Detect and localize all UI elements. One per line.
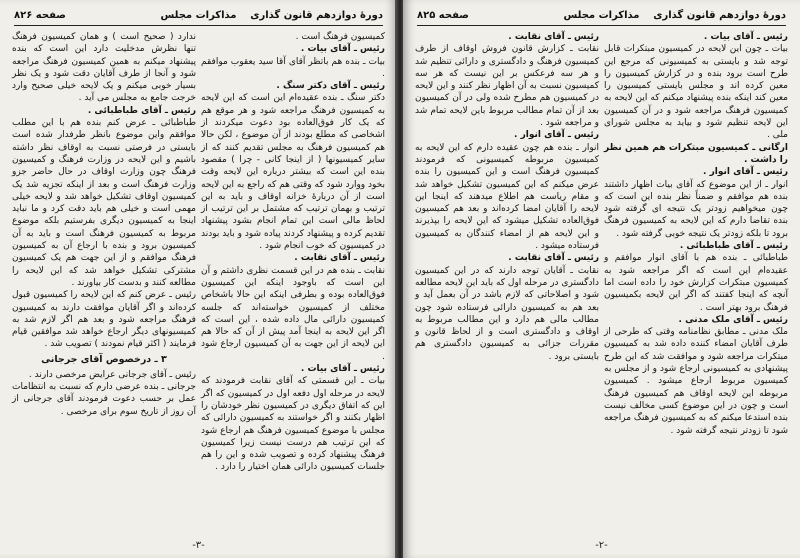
speaker-line: رئیس ـ آقای نقابت . [508, 32, 599, 42]
left-page [0, 0, 397, 558]
speaker-line: رئیس ـ آقای بیات . [703, 32, 788, 42]
speaker-line: رئیس ـ آقای نقابت . [294, 253, 385, 264]
page-footer: -۲- [595, 540, 608, 551]
speaker-line: رئیس ـ آقای طباطبائی . [679, 241, 788, 252]
speaker-line: رئیس ـ آقای بیات . [300, 364, 385, 375]
text-column-left [415, 31, 599, 363]
right-page [403, 0, 800, 558]
paragraph: طباطبائی ـ بنده هم با آقای انوار موافقم و عقیده‌ام این است که اگر مراجعه شود به کمیسیون مبتکرات کزارش خود را داده است اما آنچه که اینجا کفتند که اگر این لایحه بکمیسیون فرهنگ برود بهتر است . [604, 253, 788, 313]
paragraph: نقابت ـ کزارش قانون فروش اوقاف از طرف کمیسیون فرهنگ و دادگستری و دارائی تنظیم شد و هر سه فرعکس بر این نیست که هر سه کمیسیون نسبت به آن اظهار نظر کنند و این لایحه در کمیسیون هم مطرح شده ولی در آن کمیسیون بعد از آن تمام مطالب مربوط باین لایحه تمام شد و مراجعه شود . [415, 44, 599, 129]
running-title: مذاکرات مجلس [160, 10, 237, 21]
page-footer: -۳- [192, 540, 205, 551]
paragraph: بیات ـ چون این لایحه در کمیسیون مبتکرات قابل توجه شد و بایستی به کمیسیونی که مرجع این طرح است برود بنده و در کزارش کمیسیون را معین کرده اند و مجلس بایستی کمیسیون را معین کند اینکه بنده پیشنهاد میکنم که این لایحه به کمیسیون فرهنگ مراجعه شود و در آن کمیسیون این لایحه تنظیم شود و بیاید به مجلس شورای ملی . [604, 44, 788, 141]
paragraph: کمیسیون فرهنگ است . [295, 32, 385, 42]
running-title: مذاکرات مجلس [563, 10, 640, 21]
speaker-line: رئیس ـ آقای انوار . [703, 167, 788, 178]
speaker-line: رئیس ـ آقای بیات . [300, 44, 385, 55]
text-column-left [12, 31, 196, 418]
paragraph: بیات ـ بنده هم باتظر آقای آقا سید یعقوب موافقم . [201, 56, 385, 79]
paragraph: رئیس ـ عرض کنم که این لایحه را کمیسیون قبول کرده‌اند و اگر آقایان موافقت دارند به کمیسیون فرهنگ مراجعه شود و بعد هم اگر لازم شد به کمیسیونهای دیگر ارجاع خواهد شد موافقین قیام فرمایند ( اکثر قیام نمودند ) تصویب شد . [12, 290, 196, 350]
section-heading: ۳ ـ درخصوص آقای جرجانی [41, 353, 167, 365]
paragraph: دکتر سنگ ـ بنده عقیده‌ام این است که این لایحه به کمیسیون فرهنگ مراجعه شود و هر موقع هم که یک کار فوق‌العاده بود دعوت میکردند از اشخاصی که مطلع بودند از آن موضوع ، لکن حالا هم کمیسیون فرهنگ به مجلس تقدیم کنند که از سایر کمیسیونها ( از اینجا کانی - چرا ) مقصود بنده این است که بیشتر درباره این لایحه وقت بخود ووارد شود که وقتی هم که راجع به این لایحه است از آن دربارهٔ خزانه اوقاف و باید به این ترتیب و بهمان ترتیب که مشتمل بر این ترتیب از لحاظ مالی است این تمام انجام بشود پیشنهاد تقدیم کرده و پیشنهاد کردند پیاده شود و باید بودند در کمیسیون که خوب انجام شود . [201, 93, 385, 252]
paragraph: رئیس ـ آقای جرجانی عرایض مرخصی دارند . [28, 369, 196, 380]
page-header [417, 8, 786, 26]
paragraph: ندارد ( صحیح است ) و همان کمیسیون فرهنگ تنها نظرش مدخلیت دارد این است که بنده پیشنهاد میکنم به همین کمیسیون فرهنگ مراجعه شود و آنجا از طرف آقایان دقت شود و یک نظر بسیار خوبی میکنم و یک لایحه خیلی صحیح وارد خرجت جامع به مجلس می آید . [12, 32, 196, 104]
page-number: صفحه ۸۲۶ [14, 10, 66, 21]
speaker-line: ارگانی ـ کمیسیون مبتکرات هم همین نظر را داشت . [604, 142, 788, 165]
text-column-right [604, 31, 788, 437]
paragraph: انوار ـ بنده هم چون عقیده دارم که این لایحه به کمیسیون مربوطه کمیسیونی که فرمودند کمیسیون فرهنگ است و این کمیسیون را بنده عرض میکنم که این کمیسیون تشکیل خواهد شد و مقام ریاست هم اطلاع میدهند که اینجا این لایحه را آقایان امضا کرده‌اند و بعد هم کمیسیون فوق‌العاده تشکیل میشود که این لایحه را بپذیرند و این لایحه هم از امضاء کنندگان به کمیسیون فرستاده میشود . [415, 142, 599, 252]
page-number: صفحه ۸۲۵ [417, 10, 469, 21]
paragraph: جرجانی ـ بنده عرضی دارم که نسبت به انتظامات عمل بر حسب دعوت فرمودند آقای جرجانی از آن روز از تاریخ سوم برای مرخصی . [12, 382, 196, 417]
text-column-right [201, 31, 385, 474]
paragraph: انوار ـ از این موضوع که آقای بیات اظهار داشتند بنده هم موافقم و ضمناً نظر بنده این است که چون میخواهیم زودتر یک نتیجه ای گرفته شود بنده تقاضا دارم که این لایحه به کمیسیون فرهنگ برود تا بلکه زودتر یک نتیجه خوبی گرفته شود . [604, 179, 788, 239]
paragraph: طباطبائی ـ عرض کنم بنده هم با این مطلب موافقم واین موضوع بانظر طرفدار شده است بایستی در فرصتی نسبت به اوقاف نظر داشته باشیم و این لایحه در وزارت فرهنگ و کمیسیون فرهنگ چون وزارت اوقاف در حال حاضر جزو وزارت فرهنگ است و بعد از اینکه تجزیه شد یک کمیسیون اوقاف تشکیل خواهد شد و لایحه خیلی مهمی است و خیلی هم باید دقت کرد و ما نباید اینجا به کمیسیون دیگری بفرستیم بلکه موضوع مربوط به کمیسیون فرهنگ است و باید به آن کمیسیون برود و بنده با ارجاع آن به کمیسیون فرهنگ موافقم و از این جهت هم یک کمیسیون مشترکی تشکیل خواهد شد که این لایحه را مطالعه کنند و بدست کار بیاورند . [12, 118, 196, 288]
speaker-line: رئیس ـ آقای ملک مدنی . [678, 314, 788, 325]
speaker-line: رئیس ـ آقای نقابت . [508, 253, 599, 264]
page-header [14, 8, 383, 26]
paragraph: نقابت ـ بنده هم در این قسمت نظری داشتم و آن این است که باوجود اینکه این کمیسیون فوق‌العاده بوده و بطرفی اینکه این حالا باشخاص مختلف از کمیسیون خواسته‌اند که جلسه کمیسیون دارائی مال داده شده ، این است که اگر این لایحه به اینجا آمد پیش از آن که حالا هم این لایحه از این جهت به آن کمیسیون ارجاع شود . [201, 265, 385, 362]
session-title: دورهٔ دوازدهم قانون گذاری [653, 10, 786, 21]
speaker-line: رئیس ـ آقای انوار . [514, 130, 599, 141]
paragraph: نقابت ـ آقایان توجه دارند که در این کمیسیون دادگستری در مرحله اول که باید این لایحه مطالعه شود و اصلاحاتی که لازم باشد در آن بعمل آید و بعد هم به کمیسیون دارائی فرستاده شود چون مطالب مالی هم دارد و این مطالب مربوط به اوقاف و دادگستری است و از لحاظ قانون و مقررات جزائی به کمیسیون دادگستری هم بایستی برود . [415, 265, 599, 362]
speaker-line: رئیس ـ آقای طباطبائی . [87, 105, 196, 116]
paragraph: بیات ـ این قسمتی که آقای نقابت فرمودند که لایحه در مرحله اول دفعه اول در کمیسیون که اگر این که اتفاق دیگری در کمیسیون نظر خودشان را اظهار بکنند و اگر خواستند به کمیسیون دارائی که مجلس با موضوع کمیسیون فرهنگ هم ارجاع شود که این ترتیب هم درست نیست زیرا کمیسیون فرهنگ پیشنهاد کرده و تصویب شده و این را هم جلسات کمیسیون دارائی همان اختیار را دارد . [201, 376, 385, 473]
paragraph: ملک مدنی ـ مطابق نظامنامه وقتی که طرحی از طرف آقایان امضاء کننده داده شد به کمیسیون مبتکرات مراجعه شود و موافقت شد که این طرح پیشنهادی به کمیسیونی ارجاع شود و از مجلس به کمیسیون مربوط ارجاع میشود . کمیسیون مربوطه این لایحه اوقاف هم کمیسیون فرهنگ است و چون در این موضوع کسی مخالف نیست بنده استدعا میکنم که به کمیسیون فرهنگ مراجعه شود تا زودتر نتیجه گرفته شود . [604, 327, 788, 436]
session-title: دورهٔ دوازدهم قانون گذاری [250, 10, 383, 21]
speaker-line: رئیس ـ آقای دکتر سنگ . [276, 81, 385, 92]
